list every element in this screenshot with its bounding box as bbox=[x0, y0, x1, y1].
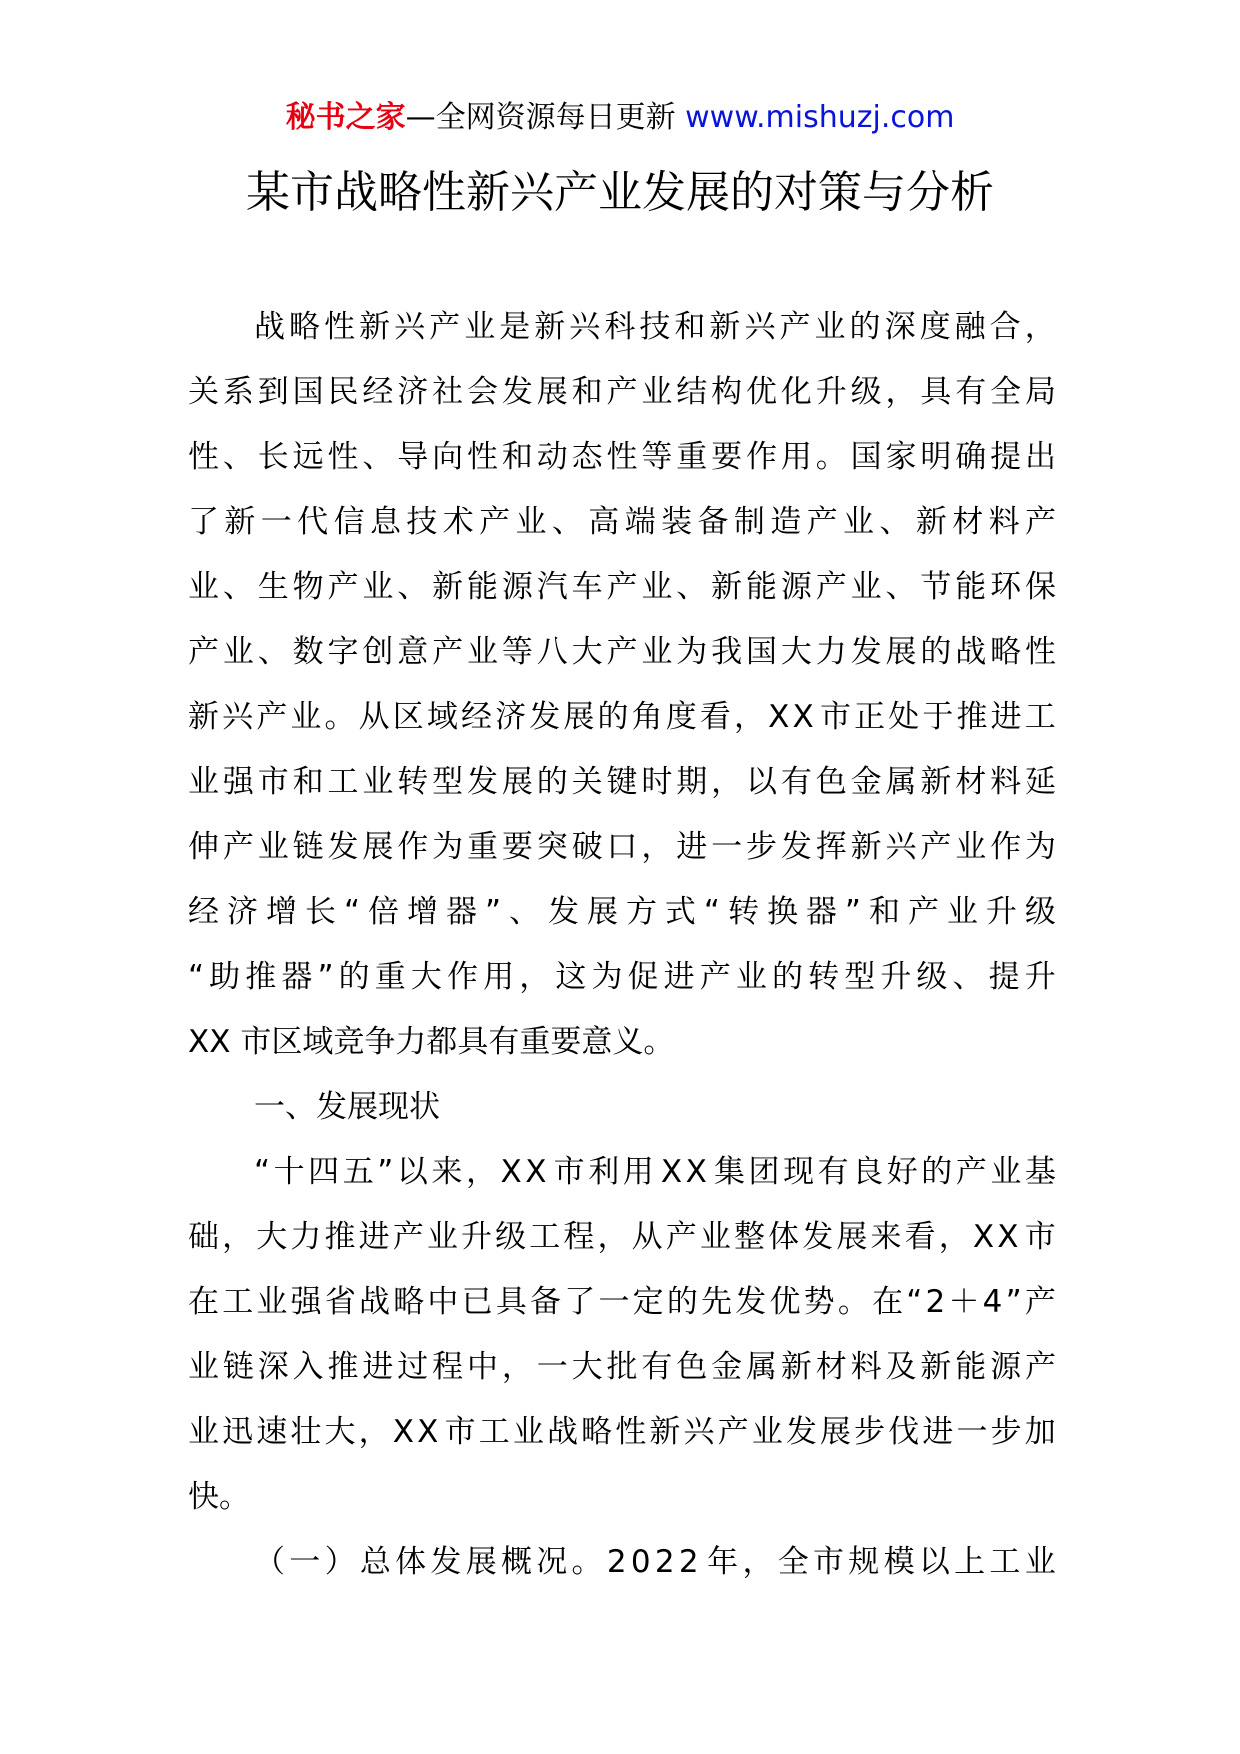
text-line: 业 迅 速 壮 大 ， X X 市 工 业 战 略 性 新 兴 产 业 发 展 步 伐 进 一 步 加 bbox=[188, 1414, 1056, 1450]
section-heading: 一、发展现状 bbox=[254, 1089, 440, 1125]
text-line: 快。 bbox=[188, 1479, 250, 1515]
text-line: 新 兴 产 业 。 从 区 域 经 济 发 展 的 角 度 看 ， X X 市 正 处 于 推 进 工 bbox=[188, 699, 1056, 735]
subsection-line: （ 一 ） 总 体 发 展 概 况 。 2 0 2 2 年 ， 全 市 规 模 以 上 工 业 bbox=[254, 1544, 1056, 1580]
text-line: “ 十 四 五 ” 以 来 ， X X 市 利 用 X X 集 团 现 有 良 好 的 产 业 基 bbox=[254, 1154, 1056, 1190]
site-url-link[interactable]: www.mishuzj.com bbox=[685, 100, 955, 135]
brand-name: 秘书之家 bbox=[285, 100, 406, 135]
text-line: 业 链 深 入 推 进 过 程 中 ， 一 大 批 有 色 金 属 新 材 料 及 新 能 源 产 bbox=[188, 1349, 1056, 1385]
site-header bbox=[0, 98, 1240, 138]
text-line: 在 工 业 强 省 战 略 中 已 具 备 了 一 定 的 先 发 优 势 。 在 “ 2 ＋ 4 ” 产 bbox=[188, 1284, 1056, 1320]
text-line: 战 略 性 新 兴 产 业 是 新 兴 科 技 和 新 兴 产 业 的 深 度 融 合 ， bbox=[254, 309, 1056, 345]
text-line: 业 、 生 物 产 业 、 新 能 源 汽 车 产 业 、 新 能 源 产 业 、 节 能 环 保 bbox=[188, 569, 1056, 605]
text-line: “ 助 推 器 ” 的 重 大 作 用 ， 这 为 促 进 产 业 的 转 型 升 级 、 提 升 bbox=[188, 959, 1056, 995]
text-line: 础 ， 大 力 推 进 产 业 升 级 工 程 ， 从 产 业 整 体 发 展 来 看 ， X X 市 bbox=[188, 1219, 1056, 1255]
text-line: 产 业 、 数 字 创 意 产 业 等 八 大 产 业 为 我 国 大 力 发 展 的 战 略 性 bbox=[188, 634, 1056, 670]
text-line: 业 强 市 和 工 业 转 型 发 展 的 关 键 时 期 ， 以 有 色 金 属 新 材 料 延 bbox=[188, 764, 1056, 800]
text-line: 经 济 增 长 “ 倍 增 器 ” 、 发 展 方 式 “ 转 换 器 ” 和 产 业 升 级 bbox=[188, 894, 1056, 930]
header-tagline: —全网资源每日更新 bbox=[405, 100, 686, 135]
text-line: 关 系 到 国 民 经 济 社 会 发 展 和 产 业 结 构 优 化 升 级 ， 具 有 全 局 bbox=[188, 374, 1056, 410]
text-line: XX 市区域竞争力都具有重要意义。 bbox=[188, 1024, 675, 1060]
text-line: 了 新 一 代 信 息 技 术 产 业 、 高 端 装 备 制 造 产 业 、 新 材 料 产 bbox=[188, 504, 1056, 540]
text-line: 性 、 长 远 性 、 导 向 性 和 动 态 性 等 重 要 作 用 。 国 家 明 确 提 出 bbox=[188, 439, 1056, 475]
document-body bbox=[188, 295, 1056, 1595]
document-title: 某市战略性新兴产业发展的对策与分析 bbox=[246, 167, 994, 218]
text-line: 伸 产 业 链 发 展 作 为 重 要 突 破 口 ， 进 一 步 发 挥 新 兴 产 业 作 为 bbox=[188, 829, 1056, 865]
